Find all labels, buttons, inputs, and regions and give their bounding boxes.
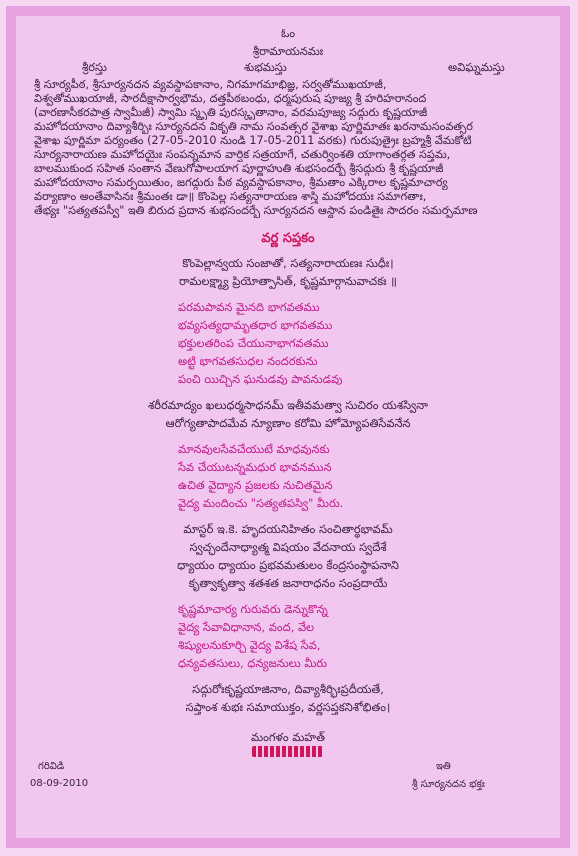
blessing-right: అవిఘ్నమస్తు <box>448 60 505 74</box>
sanskrit-verse-3-line: మాస్టర్ ఇ.కె. హృదయనిహితం సంచితార్థభావమ్ <box>183 522 393 536</box>
intro-line: తేభ్యః "సత్యతపస్వీ" ఇతి బిరుద ప్రదాన శుభసందర్భే సూర్యనదన ఆస్థాన పండితైః సాదరం సమర్పమాణ <box>34 204 478 217</box>
decorative-seal <box>26 746 550 760</box>
telugu-verse-1-line: అట్టి భాగవతసుధల నందరకును <box>178 354 318 368</box>
blessing-center: శుభమస్తు <box>244 60 287 74</box>
intro-line: మహోదయానాం సమర్పయితుం, జగద్గురు పీఠ వ్యవస్థాపకానాం, శ్రీమతాం ఎక్కిరాల కృష్ణమాచార్య <box>34 176 448 189</box>
section-title: వర్ణ సప్తకం <box>261 231 315 246</box>
intro-line: బాలముకుంద సహిత సంతాన వేణుగోపాలయాగ పూర్ణాహుతి శుభసందర్భే శ్రీసద్గురు శ్రీ కృష్ణయాజీ <box>34 162 444 175</box>
sanskrit-verse-3-line: కృత్వాకృత్వా శతశత జనారాధనం సంప్రదాయే <box>188 576 388 590</box>
intro-line: మహోదయానాం దివ్యాశీర్భిః సూర్యనదన వికృతి నామ సంవత్సర వైశాఖ పూర్ణిమాతః ఖరనామసంవత్సర <box>34 120 473 133</box>
intro-line: (వారణాసీకరపాత్ర స్వామీజీ) స్వామి స్మృతి పురస్కృతానాం, వరమపూజ్య సద్గురు కృష్ణయాజీ <box>34 106 428 119</box>
telugu-verse-3-line: ధన్యవతసులు, ధన్యజనులు మీరు <box>178 656 328 670</box>
telugu-verse-2-line: వైద్య మందించు "సత్యతపస్వి" మీరు. <box>178 496 344 510</box>
sriramaya-heading: శ్రీరామాయనమః <box>252 44 324 58</box>
telugu-verse-1-line: పంచి యిచ్చిన ఘనుడవు పావనుడవు <box>178 372 343 386</box>
telugu-verse-2-line: ఉచిత వైద్యాన ప్రజలకు నుచితమైన <box>178 478 333 492</box>
telugu-verse-1-line: పరమపావన మైనది భాగవతము <box>178 300 320 314</box>
mangalam-text: మంగళం మహత్ <box>251 730 325 744</box>
telugu-verse-2-line: సేవ చేయుటన్నమధుర భావనమున <box>178 460 332 474</box>
sanskrit-verse-1-line: రామలక్ష్మ్యా ప్రియోత్పాసిత్, కృష్ణమార్గానువాచకః ॥ <box>179 274 397 288</box>
intro-line: విశ్వతోముఖయాజీ, సారదీక్షాసార్వభౌమ, దత్తపీఠబంధు, ధర్మపురుష పూజ్య శ్రీ హరిహరానంద <box>34 92 427 105</box>
blessing-left: శ్రీరస్తు <box>82 60 107 74</box>
sanskrit-verse-1-line: కొంపెల్లాన్వయ సంజాతో, సత్యనారాయణః సుధీః। <box>182 256 394 270</box>
intro-line: వైశాఖ పూర్ణిమా పర్యంతం (27-05-2010 నుండి 17-05-2011 వరకు) గురుపుత్రైః బ్రహ్మశ్రీ వేమకోటి <box>34 134 472 147</box>
telugu-verse-1-line: భవ్యసత్యధామృతధార భాగవతము <box>178 318 333 332</box>
footer-signatory: శ్రీ సూర్యనదన భక్తః <box>412 779 485 790</box>
sanskrit-verse-3-line: స్వచ్ఛందేనాధ్యాత్మ విషయం వేదనాయ స్వదేశే <box>189 540 387 554</box>
closing-verse-line: సప్తాంశ శుభః సమాయుక్తం, వర్ణసప్తకనిశోభితం। <box>185 700 391 714</box>
sanskrit-verse-2-line: ఆరోగ్యతాపాదమేవ న్యూణాం కరోమి హోమ్యోపతిసేవనేన <box>165 416 411 430</box>
certificate-border <box>6 6 570 848</box>
telugu-verse-3-line: శిష్యులనుకూర్చి వైద్య విశేష సేవ, <box>178 638 321 652</box>
closing-verse-line: సద్గురోఃకృష్ణయాజినాం, దివ్యాశీర్భిఃప్రదీయతే, <box>192 682 384 696</box>
footer-iti: ఇతి <box>436 761 451 772</box>
intro-paragraph <box>34 78 542 218</box>
om-heading: ఓం <box>280 26 296 40</box>
intro-line: వర్యాణాం అంతేవాసినః శ్రీమంతః డా॥ కొంపెల్ల సత్యనారాయణ శాస్త్రి మహోదయః సమాగతాః, <box>34 190 427 203</box>
telugu-verse-1-line: భక్తులతరింప చేయునాభాగవతము <box>178 336 329 350</box>
certificate-body <box>26 24 550 830</box>
intro-line: శ్రీ సూర్యపీఠ, శ్రీసూర్యనదన వ్యవస్థాపకానాం, నిగమాగమాభిజ్ఞ, సర్వతోముఖయాజీ, <box>34 78 387 91</box>
footer-place: గరివిడి <box>38 761 65 772</box>
sanskrit-verse-3-line: ధ్యాయం ధ్యాయం ప్రభవమతులం కేంద్రసంస్థాపనాని <box>177 558 399 572</box>
telugu-verse-2-line: మానవులసేవచేయుటే మాధవునకు <box>178 442 330 456</box>
intro-line: సూర్యనారాయణ మహోదయైః సంపన్నమాన వార్షిక సత్రయాగే, చతుర్వింశతి యాగాంతర్గత సప్తమ, <box>34 148 451 161</box>
sanskrit-verse-2-line: శరీరమాద్యం ఖలుధర్మసాధనమ్ ఇతీవమత్వా సుచిరం యశస్వినా <box>147 398 429 412</box>
telugu-verse-3-line: వైద్య సేవావిధానాన, వంద, వేల <box>178 620 315 634</box>
telugu-verse-3-line: కృష్ణమాచార్య గురువరు డెన్నుకొన్న <box>178 602 328 616</box>
footer-date: 08-09-2010 <box>30 778 89 789</box>
